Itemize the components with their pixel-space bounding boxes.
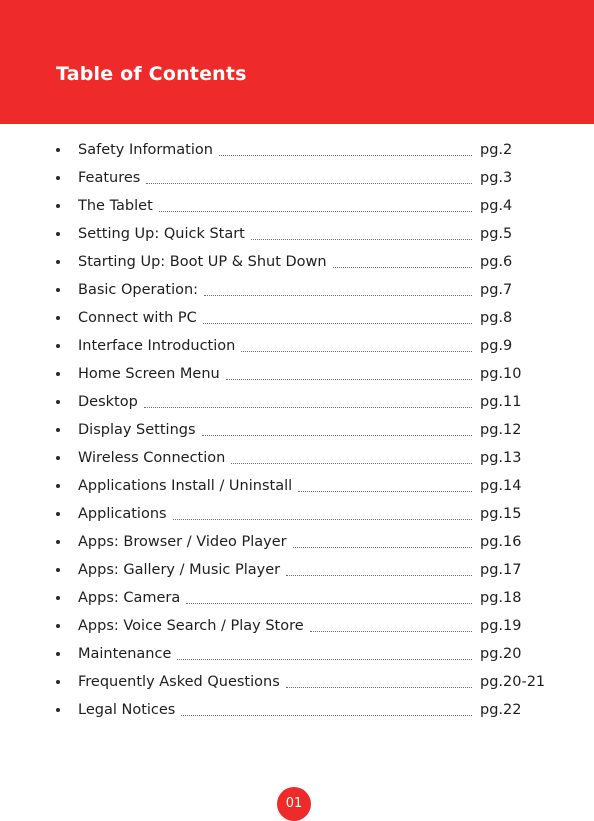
toc-item-title: Setting Up: Quick Start: [78, 226, 245, 242]
toc-item-title: Display Settings: [78, 422, 196, 438]
dot-leader: [219, 154, 472, 156]
dot-leader: [286, 574, 472, 576]
dot-leader: [146, 182, 472, 184]
toc-item-page: pg.10: [480, 366, 522, 382]
toc-item-page: pg.3: [480, 170, 513, 186]
page-title: Table of Contents: [56, 63, 247, 85]
dot-leader: [173, 518, 472, 520]
toc-item-title: Frequently Asked Questions: [78, 674, 280, 690]
toc-item-wireless-connection[interactable]: [0, 444, 594, 472]
toc-item-voice-search-play-store[interactable]: [0, 612, 594, 640]
toc-item-legal-notices[interactable]: [0, 696, 594, 724]
toc-item-page: pg.15: [480, 506, 522, 522]
toc-item-safety-information[interactable]: [0, 136, 594, 164]
bullet-icon: [56, 232, 60, 236]
bullet-icon: [56, 288, 60, 292]
toc-item-page: pg.22: [480, 702, 522, 718]
bullet-icon: [56, 484, 60, 488]
toc-item-page: pg.6: [480, 254, 513, 270]
toc-item-title: Applications: [78, 506, 167, 522]
toc-item-page: pg.7: [480, 282, 513, 298]
bullet-icon: [56, 624, 60, 628]
toc-item-applications[interactable]: [0, 500, 594, 528]
header-banner: [0, 0, 594, 124]
table-of-contents: [0, 136, 594, 724]
bullet-icon: [56, 176, 60, 180]
dot-leader: [231, 462, 472, 464]
toc-item-faq[interactable]: [0, 668, 594, 696]
bullet-icon: [56, 680, 60, 684]
toc-item-page: pg.18: [480, 590, 522, 606]
dot-leader: [298, 490, 472, 492]
toc-item-title: Home Screen Menu: [78, 366, 220, 382]
bullet-icon: [56, 316, 60, 320]
bullet-icon: [56, 400, 60, 404]
dot-leader: [251, 238, 472, 240]
toc-item-display-settings[interactable]: [0, 416, 594, 444]
toc-item-camera[interactable]: [0, 584, 594, 612]
toc-item-title: Apps: Browser / Video Player: [78, 534, 287, 550]
toc-item-features[interactable]: [0, 164, 594, 192]
toc-item-page: pg.2: [480, 142, 513, 158]
bullet-icon: [56, 596, 60, 600]
dot-leader: [310, 630, 472, 632]
toc-item-boot-up-shut-down[interactable]: [0, 248, 594, 276]
toc-item-basic-operation[interactable]: [0, 276, 594, 304]
toc-item-title: Maintenance: [78, 646, 172, 662]
toc-item-page: pg.9: [480, 338, 513, 354]
bullet-icon: [56, 456, 60, 460]
toc-item-page: pg.14: [480, 478, 522, 494]
toc-item-title: Basic Operation:: [78, 282, 199, 298]
bullet-icon: [56, 512, 60, 516]
toc-item-gallery-music[interactable]: [0, 556, 594, 584]
bullet-icon: [56, 708, 60, 712]
dot-leader: [241, 350, 472, 352]
dot-leader: [333, 266, 472, 268]
toc-item-page: pg.16: [480, 534, 522, 550]
dot-leader: [226, 378, 472, 380]
toc-item-title: Apps: Voice Search / Play Store: [78, 618, 304, 634]
bullet-icon: [56, 568, 60, 572]
dot-leader: [202, 434, 472, 436]
toc-item-page: pg.4: [480, 198, 513, 214]
page-number-badge: 01: [277, 787, 311, 821]
bullet-icon: [56, 344, 60, 348]
toc-item-page: pg.13: [480, 450, 522, 466]
dot-leader: [293, 546, 472, 548]
toc-item-title: Safety Information: [78, 142, 213, 158]
dot-leader: [144, 406, 472, 408]
toc-item-page: pg.20: [480, 646, 522, 662]
toc-item-page: pg.17: [480, 562, 522, 578]
toc-item-browser-video[interactable]: [0, 528, 594, 556]
toc-item-title: Apps: Camera: [78, 590, 181, 606]
bullet-icon: [56, 428, 60, 432]
toc-item-connect-with-pc[interactable]: [0, 304, 594, 332]
dot-leader: [159, 210, 472, 212]
bullet-icon: [56, 260, 60, 264]
toc-item-page: pg.19: [480, 618, 522, 634]
bullet-icon: [56, 540, 60, 544]
bullet-icon: [56, 204, 60, 208]
toc-item-title: Legal Notices: [78, 702, 176, 718]
toc-item-quick-start[interactable]: [0, 220, 594, 248]
toc-item-page: pg.5: [480, 226, 513, 242]
bullet-icon: [56, 652, 60, 656]
toc-item-desktop[interactable]: [0, 388, 594, 416]
toc-item-title: Interface Introduction: [78, 338, 236, 354]
dot-leader: [186, 602, 472, 604]
toc-item-title: Applications Install / Uninstall: [78, 478, 293, 494]
toc-item-title: Apps: Gallery / Music Player: [78, 562, 281, 578]
toc-item-the-tablet[interactable]: [0, 192, 594, 220]
toc-item-title: The Tablet: [78, 198, 153, 214]
dot-leader: [181, 714, 472, 716]
bullet-icon: [56, 148, 60, 152]
toc-item-page: pg.20-21: [480, 674, 546, 690]
toc-item-maintenance[interactable]: [0, 640, 594, 668]
dot-leader: [177, 658, 472, 660]
toc-item-title: Features: [78, 170, 141, 186]
toc-item-page: pg.11: [480, 394, 522, 410]
toc-item-page: pg.12: [480, 422, 522, 438]
toc-item-applications-install[interactable]: [0, 472, 594, 500]
dot-leader: [204, 294, 472, 296]
toc-item-page: pg.8: [480, 310, 513, 326]
toc-item-title: Starting Up: Boot UP & Shut Down: [78, 254, 327, 270]
toc-item-title: Desktop: [78, 394, 138, 410]
toc-item-title: Connect with PC: [78, 310, 197, 326]
toc-item-home-screen-menu[interactable]: [0, 360, 594, 388]
toc-item-interface-introduction[interactable]: [0, 332, 594, 360]
toc-item-title: Wireless Connection: [78, 450, 226, 466]
dot-leader: [203, 322, 472, 324]
dot-leader: [286, 686, 472, 688]
bullet-icon: [56, 372, 60, 376]
